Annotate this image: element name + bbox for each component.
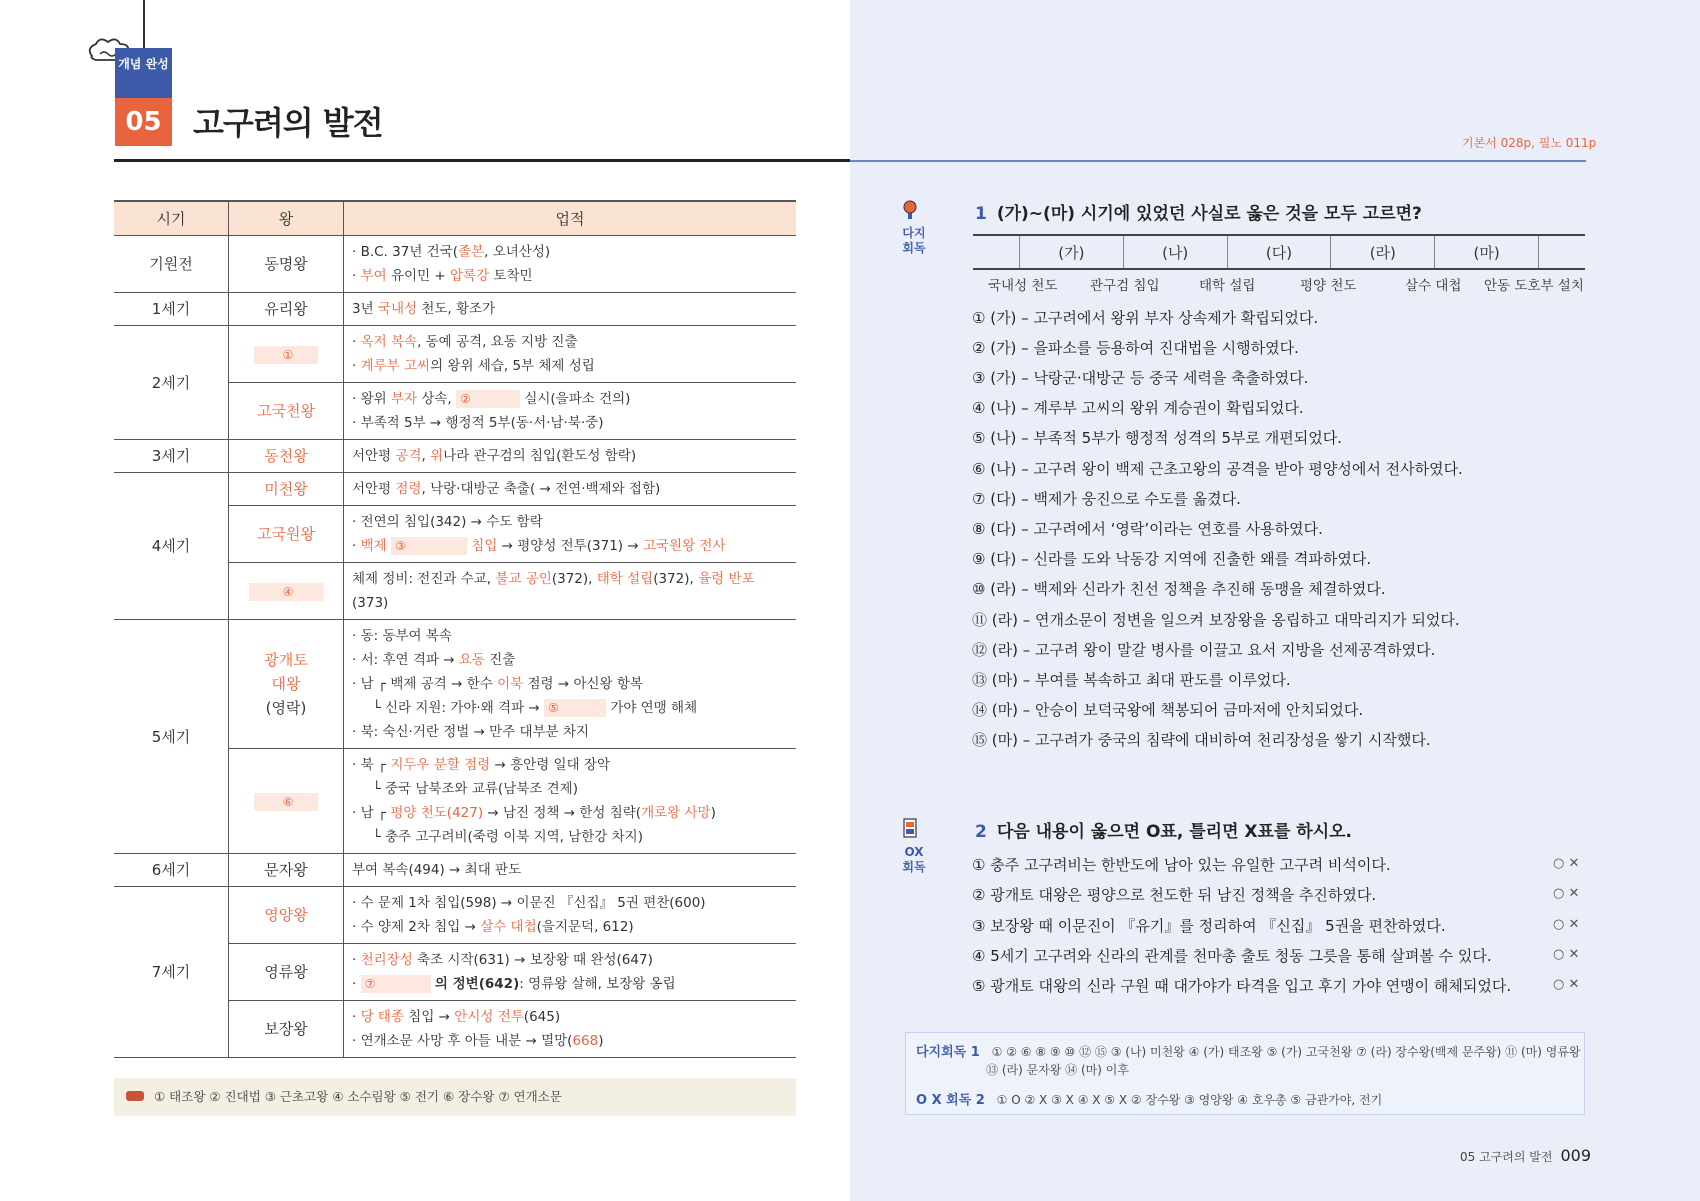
ox-marks: ○ ✕ — [1553, 886, 1580, 901]
header-achievements: 업적 — [344, 201, 797, 236]
timeline-event: 국내성 천도 — [988, 278, 1058, 294]
era-cell: 6세기 — [114, 854, 229, 887]
right-page — [850, 0, 1700, 1201]
ox-marks: ○ ✕ — [1553, 977, 1580, 992]
king-cell: 광개토 대왕 (영락) — [229, 620, 344, 749]
king-cell: 영양왕 — [229, 887, 344, 944]
header-king: 왕 — [229, 201, 344, 236]
achievement-cell: 체제 정비: 전진과 수교, 불교 공인(372), 태학 설립(372), 율령 반포(373) — [344, 563, 797, 620]
lamp-icon — [903, 200, 917, 220]
q1-statement: ⑤ (나) – 부족적 5부가 행정적 성격의 5부로 개편되었다. — [972, 429, 1342, 447]
q2-statement: ② 광개토 대왕은 평양으로 천도한 뒤 남진 정책을 추진하였다. — [972, 886, 1377, 904]
table-row — [114, 620, 796, 749]
period-timeline — [973, 234, 1585, 270]
q1-statement: ② (가) – 을파소를 등용하여 진대법을 시행하였다. — [972, 339, 1299, 357]
q2-tag: OX 회독 — [902, 845, 926, 874]
page-footer — [1460, 1146, 1591, 1165]
answer-text-1: ① ② ⑥ ⑧ ⑨ ⑩ ⑫ ⑮ ③ (나) 미천왕 ④ (가) 태조왕 ⑤ (가) 고국천왕 ⑦ (라) 장수왕(백제 문주왕) ⑪ (마) 영류왕 — [991, 1045, 1581, 1059]
ox-marks: ○ ✕ — [1553, 947, 1580, 962]
answer-label-1: 다지회독 1 — [916, 1045, 980, 1060]
reference-note: 기본서 028p, 필노 011p — [1462, 136, 1597, 150]
ox-marks: ○ ✕ — [1553, 856, 1580, 871]
q1-statement: ④ (나) – 계루부 고씨의 왕위 계승권이 확립되었다. — [972, 399, 1304, 417]
achievement-cell: · 당 태종 침입 → 안시성 전투(645) · 연개소문 사망 후 아들 내분 → 멸망(668) — [344, 1001, 797, 1058]
blank-answer: ⑤ — [544, 699, 606, 717]
timeline-end — [1539, 235, 1586, 269]
q1-statement: ⑧ (다) – 고구려에서 ‘영락’이라는 연호를 사용하였다. — [972, 520, 1323, 538]
period-cell: (다) — [1227, 235, 1331, 269]
era-cell: 3세기 — [114, 440, 229, 473]
achievement-cell: · 옥저 복속, 동예 공격, 요동 지방 진출 · 계루부 고씨의 왕위 세습, 5부 체제 성립 — [344, 326, 797, 383]
timeline-event: 평양 천도 — [1300, 278, 1357, 294]
left-answers-text: ① 태조왕 ② 진대법 ③ 근초고왕 ④ 소수림왕 ⑤ 전기 ⑥ 장수왕 ⑦ 연개소문 — [154, 1089, 562, 1104]
king-cell: 문자왕 — [229, 854, 344, 887]
blank-answer: ⑦ — [361, 975, 431, 993]
blank-answer: ⑥ — [254, 793, 318, 811]
table-row — [114, 854, 796, 887]
answer-key-box — [905, 1032, 1585, 1115]
period-cell: (마) — [1435, 235, 1539, 269]
achievement-cell: · 왕위 부자 상속, ② 실시(을파소 건의) · 부족적 5부 → 행정적 5부(동·서·남·북·중) — [344, 383, 797, 440]
q1-statement: ① (가) – 고구려에서 왕위 부자 상속제가 확립되었다. — [972, 309, 1319, 327]
achievement-cell: · 동: 동부여 복속 · 서: 후연 격파 → 요동 진출 · 남 ┌ 백제 공격 → 한수 이북 점령 → 아신왕 항복 └ 신라 지원: 가야·왜 격파 → ⑤ 가야 연맹 해체 · 북: 숙신·거란 정벌 → 만주 대부분 차지 — [344, 620, 797, 749]
king-cell: 영류왕 — [229, 944, 344, 1001]
page-number: 009 — [1560, 1146, 1591, 1165]
king-cell — [229, 563, 344, 620]
blank-answer: ③ — [391, 537, 467, 555]
q2-title: 2 다음 내용이 옳으면 O표, 틀리면 X표를 하시오. — [975, 822, 1353, 842]
answer-text-2: ① O ② X ③ X ④ X ⑤ X ② 장수왕 ③ 영양왕 ④ 호우총 ⑤ 금관가야, 전기 — [996, 1093, 1383, 1107]
table-row — [114, 887, 796, 944]
period-cell: (가) — [1020, 235, 1124, 269]
era-cell: 기원전 — [114, 236, 229, 293]
q1-statement: ⑦ (다) – 백제가 웅진으로 수도를 옮겼다. — [972, 490, 1241, 508]
flag-icon — [903, 818, 917, 838]
q2-statement: ⑤ 광개토 대왕의 신라 구원 때 대가야가 타격을 입고 후기 가야 연맹이 해체되었다. — [972, 977, 1512, 995]
timeline-event: 관구검 침입 — [1090, 278, 1160, 294]
king-cell: 고국천왕 — [229, 383, 344, 440]
king-cell: 유리왕 — [229, 293, 344, 326]
hanging-string — [143, 0, 145, 48]
table-row — [114, 293, 796, 326]
era-cell: 2세기 — [114, 326, 229, 440]
answer-text-1b: ⑬ (라) 문자왕 ⑭ (마) 이후 — [986, 1063, 1129, 1077]
footer-chapter: 05 고구려의 발전 — [1460, 1150, 1553, 1164]
era-cell: 1세기 — [114, 293, 229, 326]
right-divider — [850, 160, 1586, 162]
blank-answer: ① — [254, 346, 318, 364]
era-cell: 7세기 — [114, 887, 229, 1058]
ox-marks: ○ ✕ — [1553, 917, 1580, 932]
king-cell: 미천왕 — [229, 473, 344, 506]
left-answer-bar — [114, 1078, 796, 1116]
q2-statement: ④ 5세기 고구려와 신라의 관계를 천마총 출토 청동 그릇을 통해 살펴볼 수 있다. — [972, 947, 1492, 965]
answer-label-2: O X 회독 2 — [916, 1093, 985, 1108]
achievement-cell: · 수 문제 1차 침입(598) → 이문진 『신집』 5권 편찬(600) · 수 양제 2차 침입 → 살수 대첩(을지문덕, 612) — [344, 887, 797, 944]
era-cell: 5세기 — [114, 620, 229, 854]
table-row — [114, 326, 796, 383]
q1-tag: 다지 회독 — [902, 226, 926, 255]
achievement-cell: · B.C. 37년 건국(졸본, 오녀산성) · 부여 유이민 + 압록강 토착민 — [344, 236, 797, 293]
q1-title: 1 (가)~(마) 시기에 있었던 사실로 옳은 것을 모두 고르면? — [975, 204, 1422, 224]
q1-statement: ⑨ (다) – 신라를 도와 낙동강 지역에 진출한 왜를 격파하였다. — [972, 550, 1372, 568]
q1-statement: ⑥ (나) – 고구려 왕이 백제 근초고왕의 공격을 받아 평양성에서 전사하였다. — [972, 460, 1463, 478]
blank-answer: ④ — [249, 583, 323, 601]
history-table — [114, 200, 796, 1058]
king-cell: 고국원왕 — [229, 506, 344, 563]
header-era: 시기 — [114, 201, 229, 236]
achievement-cell: 서안평 점령, 낙랑·대방군 축출( → 전연·백제와 접함) — [344, 473, 797, 506]
q1-statement: ⑪ (라) – 연개소문이 정변을 일으켜 보장왕을 옹립하고 대막리지가 되었다. — [972, 611, 1460, 629]
period-cell: (라) — [1331, 235, 1435, 269]
achievement-cell: 서안평 공격, 위나라 관구검의 침입(환도성 함락) — [344, 440, 797, 473]
king-cell: 보장왕 — [229, 1001, 344, 1058]
period-cell: (나) — [1123, 235, 1227, 269]
table-header-row — [114, 201, 796, 236]
king-cell — [229, 749, 344, 854]
q2-statement: ③ 보장왕 때 이문진이 『유기』를 정리하여 『신집』 5권을 편찬하였다. — [972, 917, 1446, 935]
timeline-event: 살수 대첩 — [1405, 278, 1462, 294]
king-cell — [229, 326, 344, 383]
era-cell: 4세기 — [114, 473, 229, 620]
q1-statement: ⑩ (라) – 백제와 신라가 친선 정책을 추진해 동맹을 체결하였다. — [972, 580, 1386, 598]
timeline-start — [973, 235, 1020, 269]
q2-statement: ① 충주 고구려비는 한반도에 남아 있는 유일한 고구려 비석이다. — [972, 856, 1391, 874]
king-cell: 동천왕 — [229, 440, 344, 473]
achievement-cell: 3년 국내성 천도, 황조가 — [344, 293, 797, 326]
q1-statement: ⑭ (마) – 안승이 보덕국왕에 책봉되어 금마저에 안치되었다. — [972, 701, 1364, 719]
pencil-icon — [126, 1091, 144, 1101]
achievement-cell: 부여 복속(494) → 최대 판도 — [344, 854, 797, 887]
q1-statement: ⑮ (마) – 고구려가 중국의 침략에 대비하여 천리장성을 쌓기 시작했다. — [972, 731, 1431, 749]
table-row — [114, 236, 796, 293]
timeline-event: 태학 설립 — [1199, 278, 1256, 294]
concept-tag: 개념 완성 — [115, 48, 172, 98]
king-cell: 동명왕 — [229, 236, 344, 293]
achievement-cell: · 천리장성 축조 시작(631) → 보장왕 때 완성(647) · ⑦ 의 정변(642): 영류왕 살해, 보장왕 옹립 — [344, 944, 797, 1001]
achievement-cell: · 북 ┌ 지두우 분할 점령 → 흥안령 일대 장악 └ 중국 남북조와 교류(남북조 견제) · 남 ┌ 평양 천도(427) → 남진 정책 → 한성 침략(개로왕 사망) └ 충주 고구려비(죽령 이북 지역, 남한강 차지) — [344, 749, 797, 854]
table-row — [114, 440, 796, 473]
page-title: 고구려의 발전 — [193, 104, 383, 142]
q1-statement: ③ (가) – 낙랑군·대방군 등 중국 세력을 축출하였다. — [972, 369, 1309, 387]
achievement-cell: · 전연의 침입(342) → 수도 함락 · 백제 ③ 침입 → 평양성 전투(371) → 고국원왕 전사 — [344, 506, 797, 563]
table-row — [114, 473, 796, 506]
section-number: 05 — [115, 98, 172, 146]
title-divider — [114, 159, 850, 162]
blank-answer: ② — [456, 390, 520, 408]
q1-statement: ⑫ (라) – 고구려 왕이 말갈 병사를 이끌고 요서 지방을 선제공격하였다. — [972, 641, 1436, 659]
timeline-event: 안동 도호부 설치 — [1484, 278, 1584, 294]
q1-statement: ⑬ (마) – 부여를 복속하고 최대 판도를 이루었다. — [972, 671, 1291, 689]
